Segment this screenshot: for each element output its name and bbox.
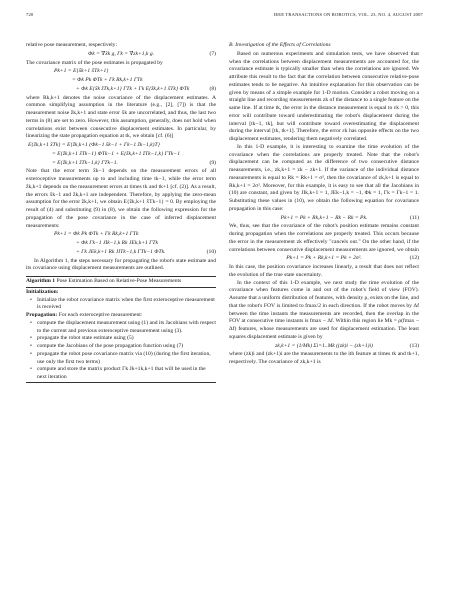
algorithm-propagation-heading	[26, 312, 216, 320]
list-item: • propagate the robot pose covariance matrix via (10) (during the first iteration, use only the first two terms)	[37, 351, 216, 367]
algorithm-caption: Pose Estimation Based on Relative-Pose Measurements	[56, 278, 182, 284]
equation-8-line-3	[26, 86, 216, 94]
equation-11	[229, 215, 419, 223]
algorithm-initialization-label: Initialization:	[26, 288, 59, 295]
equation-8-line-1	[26, 68, 216, 76]
equation-number: (7)	[209, 50, 216, 57]
running-header	[26, 12, 423, 22]
algorithm-propagation-text: For each exteroceptive measurement:	[58, 312, 143, 318]
list-item: • compute the displacement measurement using (1) and its Jacobians with respect to the current and previous exteroceptive measurement using (3).	[37, 320, 216, 336]
paragraph: where (zk)i and (zk+1)i are the measurements to the ith feature at times tk and tk+1, respectively. The covariance of zk,k+1 is	[229, 351, 419, 365]
paragraph: Note that the error term x̃k−1 depends on the measurement errors of all exteroceptive measurements up to and including time tk−1, while the error term z̃k,k+1 depends on the measurement errors at times tk and tk+1 [cf. (2)]. As a result, the errors x̃k−1 and z̃k,k+1 are independent. Therefore, by applying the zero-mean assumption for the error z̃k,k+1, we obtain E{z̃k,k+1 x̃Tk−1} = 0. By employing the result of (4) and substituting (9) in (8), we obtain the following expression for the propagation of the pose covariance in the case of inferred displacement measurements:	[26, 168, 216, 229]
right-column	[229, 42, 419, 367]
paragraph: We, thus, see that the covariance of the robot's position estimate remains constant during propagation when the correlations are properly treated. This occurs because the error in the measurement zk effectively "cancels out." On the other hand, if the correlations between consecutive displacement measurements are ignored, we obtain	[229, 223, 419, 253]
equation-10-line-2	[26, 240, 216, 248]
paragraph: relative pose measurement, respectively:	[26, 42, 118, 48]
paragraph: In this 1-D example, it is interesting to examine the time evolution of the covariance when the correlations are properly treated. Note that the robot's displacement can be computed as the difference of two consecutive distance measurements, i.e., zk,k+1 = zk − zk+1. If the variance of the individual distance measurements is equal to Rk = Rk+1 = σ², then the covariance of zk,k+1 is equal to Rk,k+1 = 2σ². Moreover, for this example, it is easy to see that all the Jacobians in (10) are constant, and given by JIk,k+1 = 1, JEk−1,k = −1, Φk = 1, Γk = Γk−1 = 1. Substituting these values in (10), we obtain the following equation for covariance propagation in this case:	[229, 143, 419, 212]
left-column	[26, 42, 216, 383]
initialization-list	[26, 297, 216, 313]
equation-body: Pk+1 = Φk Pk ΦTk + Γk Rk,k+1 ΓTk	[54, 231, 139, 238]
equation-number: (12)	[409, 255, 419, 262]
algorithm-propagation-label: Propagation:	[26, 312, 58, 318]
algorithm-label: Algorithm 1	[26, 278, 56, 284]
equation-number: (13)	[409, 342, 419, 349]
equation-body: + Γk JEk,k+1 Rk JITk−1,k ΓTk−1 ΦTk.	[76, 248, 166, 255]
equation-body: + Φk E{x̃k z̃Tk,k+1} ΓTk + Γk E{z̃k,k+1 x̃Tk} ΦTk	[76, 85, 190, 92]
paragraph: where Rk,k+1 denotes the noise covariance of the displacement estimates. A common simplifying assumption in the literature (e.g., [2], [7]) is that the measurement noise z̃k,k+1 and state error x̃k are uncorrelated, and thus, the last two terms in (8) are set to zero. However, this assumption, generally, does not hold when correlations exist between consecutive displacement estimates. In particular, by linearizing the state propagation equation at tk, we obtain [cf. (6)]	[26, 94, 216, 140]
equation-9-line-1	[26, 142, 216, 150]
equation-body: Φk = ∇x̂k g, Γk = ∇zk+1,k g.	[87, 50, 155, 57]
list-item: • compute and store the matrix product Γk Jk+1k,k+1 that will be used in the next iteration	[37, 366, 216, 382]
equation-body: = Φk Pk ΦTk + Γk Rk,k+1 ΓTk	[72, 77, 143, 83]
paragraph: In Algorithm 1, the steps necessary for propagating the robot's state estimate and its covariance using displacement measurements are outlined.	[26, 257, 216, 272]
equation-body: Pk+1 = E{x̃k+1 x̃Tk+1}	[54, 68, 109, 75]
equation-10-line-1	[26, 231, 216, 239]
equation-10-line-3	[26, 249, 216, 257]
equation-number: (10)	[206, 248, 216, 255]
equation-12	[229, 255, 419, 263]
section-heading: B. Investigation of the Effects of Correlations	[229, 42, 331, 48]
equation-9-line-3	[26, 160, 216, 168]
equation-number: (9)	[209, 159, 216, 166]
list-item: • propagate the robot state estimate using (5)	[37, 335, 216, 343]
propagation-list	[26, 320, 216, 382]
paragraph: Based on numerous experiments and simulation tests, we have observed that when the correlations between displacement measurements are accounted for, the covariance estimate is typically smaller than when the correlations are ignored. We attribute this result to the fact that the correlation between consecutive relative-pose estimates tends to be negative. An intuitive explanation for this observation can be given by means of a simple example for 1-D motion. Consider a robot moving on a straight line and recording measurements zk of the distance to a single feature on the same line. If at time tk, the error in the distance measurement is equal to εk > 0, this error will contribute toward underestimating the robot's displacement during the interval [tk−1, tk], but will contribute toward overestimating the displacement during the interval [tk, tk+1]. Therefore, the error εk has opposite effects on the two displacement estimates, rendering them negatively correlated.	[229, 50, 419, 142]
page-number: 720	[26, 12, 34, 17]
equation-number: (8)	[209, 85, 216, 92]
equation-body: E{z̃k,k+1 x̃Tk} = E{z̃k,k+1 (Φk−1 x̃k−1 + Γk−1 z̃k−1,k)T}	[28, 142, 160, 148]
equation-body: zk,k+1 = (1/Mk) Σi=1..Mk ((zk)i − (zk+1)i)	[275, 342, 373, 349]
equation-body: Pk+1 = Pk + Rk,k+1 − Rk − Rk = Pk.	[280, 214, 368, 221]
equation-body: Pk+1 = Pk + Rk,k+1 = Pk + 2σ².	[286, 255, 362, 262]
equation-7	[26, 51, 216, 59]
equation-9-line-2	[26, 151, 216, 159]
list-item: • compute the Jacobians of the pose propagation function using (7)	[37, 343, 216, 351]
equation-13	[229, 343, 419, 351]
algorithm-box	[26, 276, 216, 383]
paragraph: In this case, the position covariance increases linearly, a result that does not reflect the evolution of the true state uncertainty.	[229, 264, 419, 278]
equation-8-line-2	[26, 77, 216, 85]
list-item: • Initialize the robot covariance matrix when the first exteroceptive measurement is received	[37, 297, 216, 313]
equation-number: (11)	[409, 214, 419, 221]
equation-body: + Φk Γk−1 JIk−1,k Rk JEk,k+1 ΓTk	[76, 240, 158, 246]
paragraph: The covariance matrix of the pose estimates is propagated by	[26, 59, 163, 66]
equation-body: = E{z̃k,k+1 z̃Tk−1,k} ΓTk−1.	[52, 159, 118, 166]
algorithm-title	[26, 277, 216, 288]
equation-body: = E{z̃k,k+1 x̃Tk−1} ΦTk−1 + E{z̃k,k+1 z̃Tk−1,k} ΓTk−1	[52, 150, 180, 157]
running-head: IEEE TRANSACTIONS ON ROBOTICS, VOL. 23, NO. 4, AUGUST 2007	[273, 12, 423, 17]
paragraph: In the context of this 1-D example, we next study the time evolution of the covariance when features come in and out of the robot's field of view (FOV). Assume that a uniform distribution of features, with density ρ, exists on the line, and that the robot's FOV is limited to fmax/2 in each direction. If the robot moves by Δf between the time instants the measurements are recorded, then the overlap in the FOV at consecutive time instants is fmax − Δf. Within this region lie Mk = ρ(fmax − Δf) features, whose measurements are used for displacement estimation. The least squares displacement estimate is given by	[229, 279, 419, 340]
